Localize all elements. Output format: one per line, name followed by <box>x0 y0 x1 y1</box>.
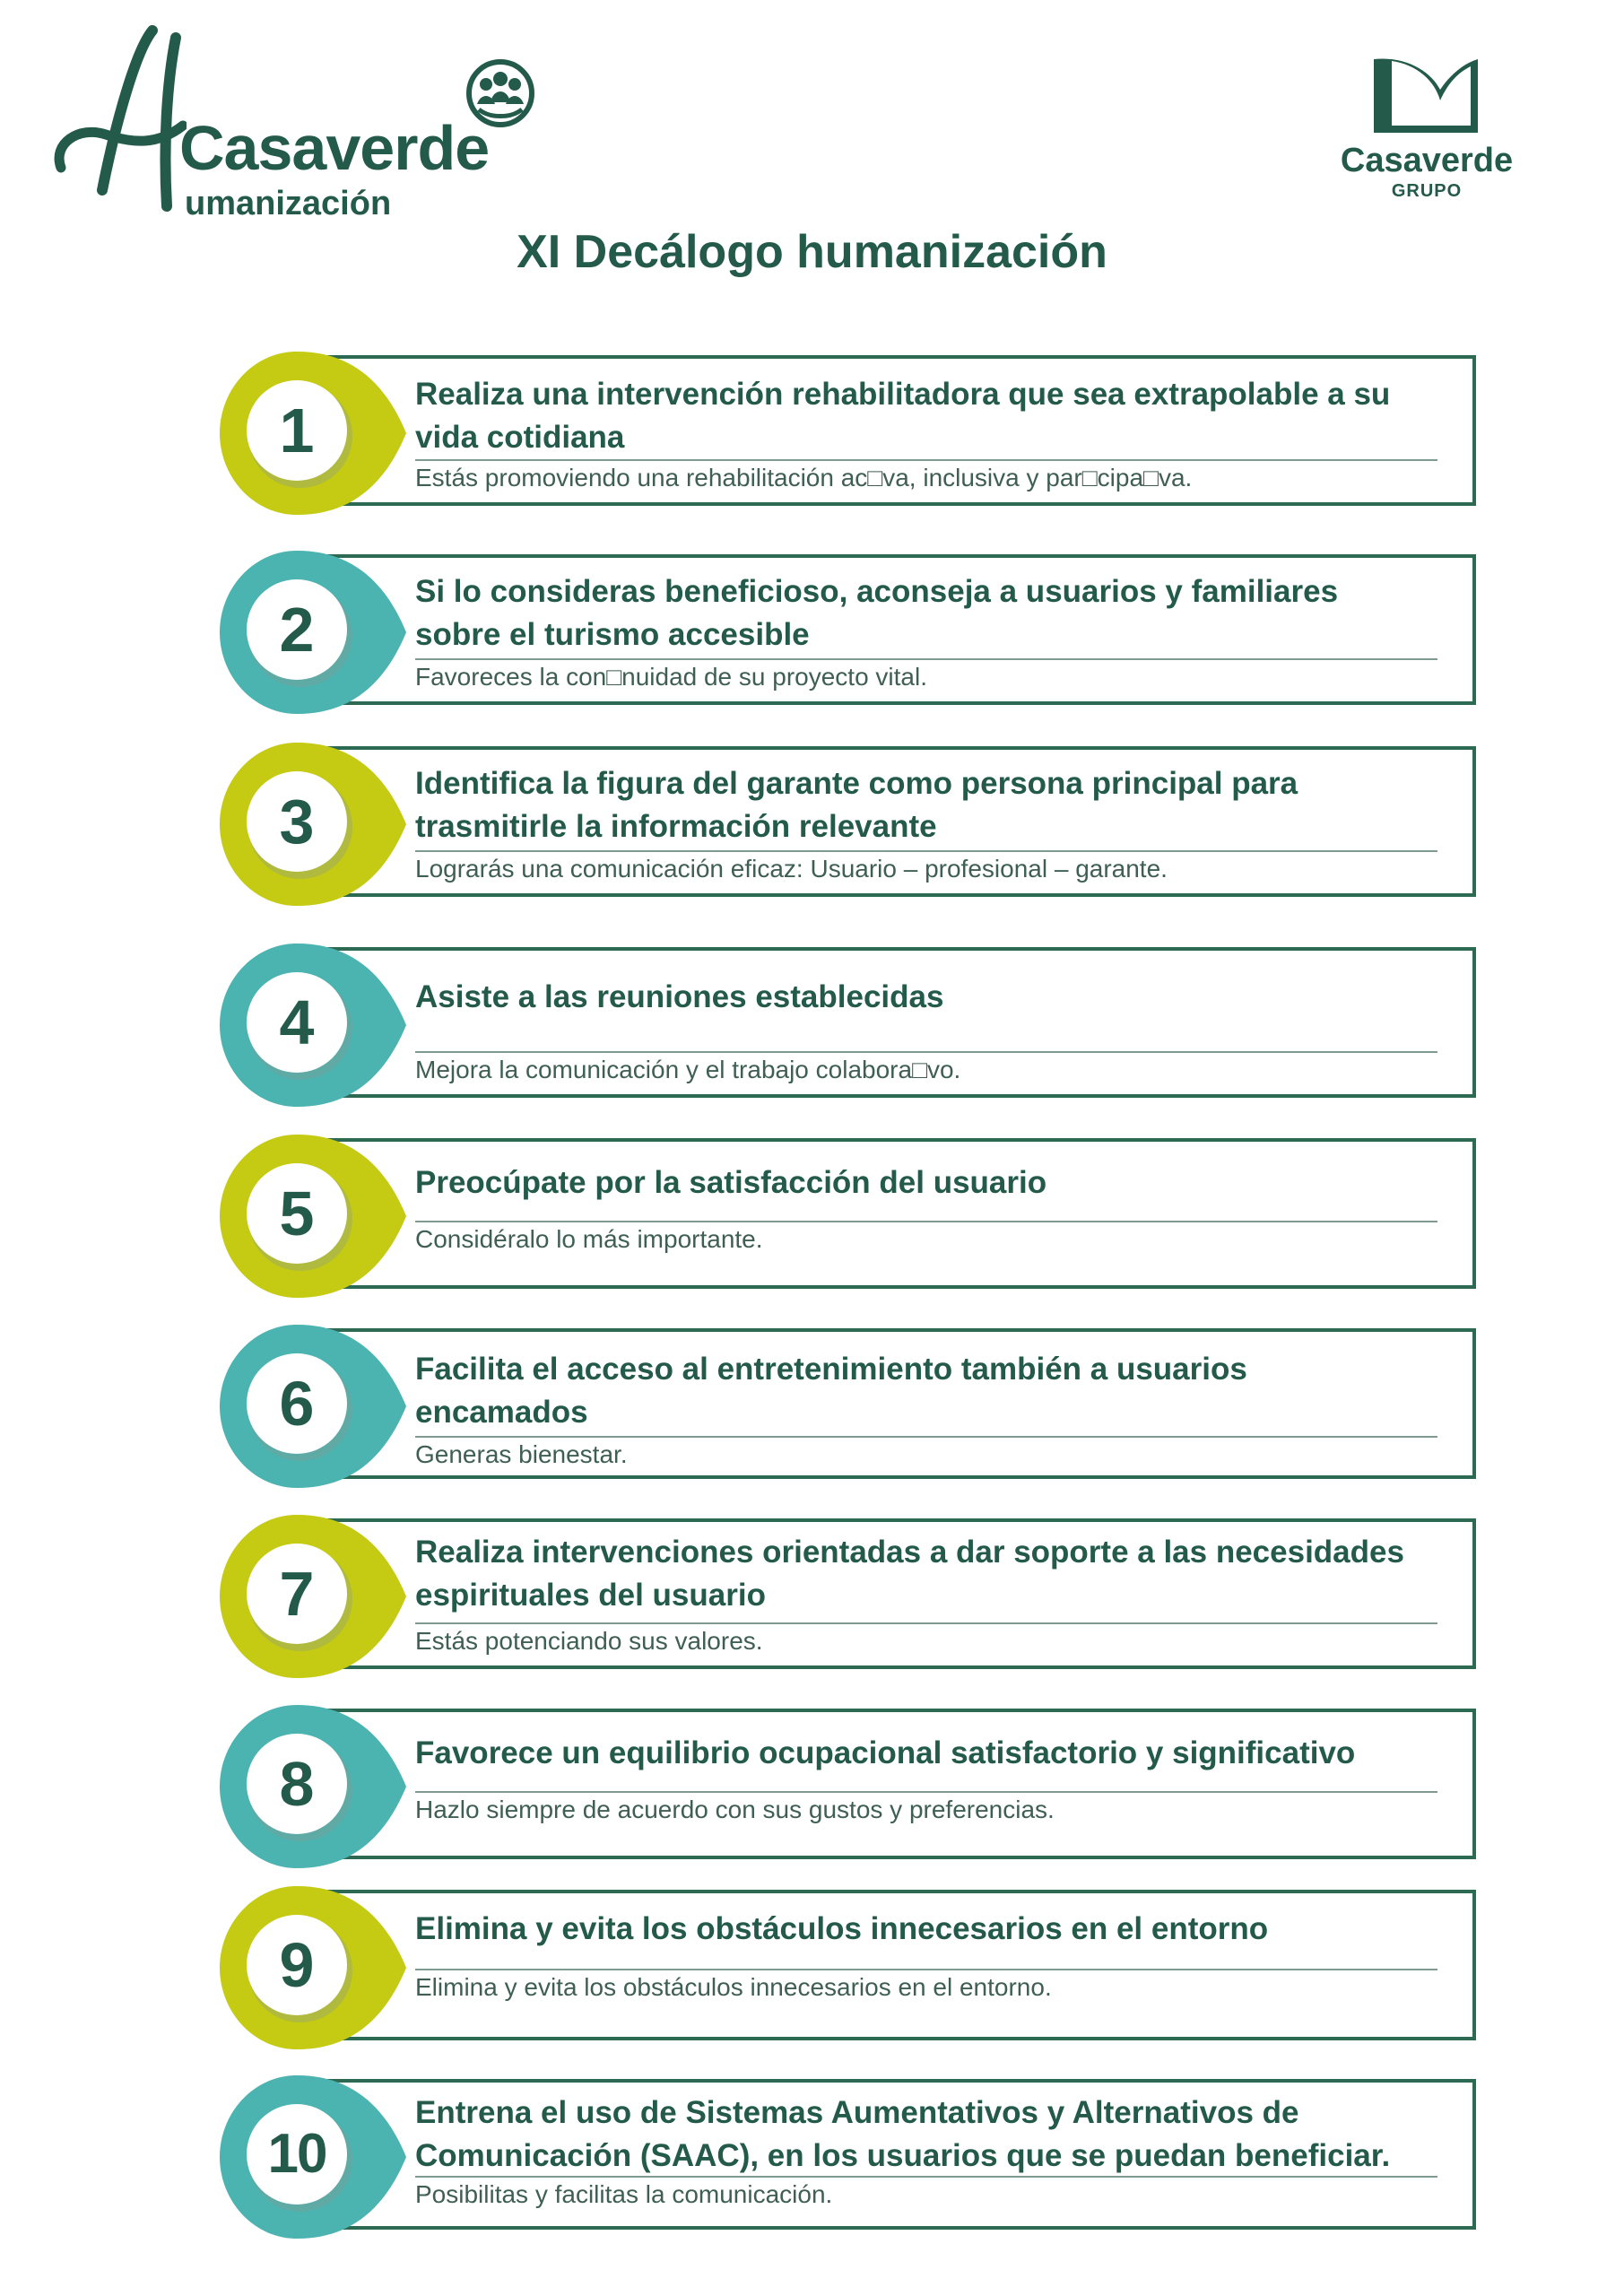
item-description: Estás promoviendo una rehabilitación ac□va, inclusiva y par□cipa□va. <box>415 464 1193 491</box>
item-description: Hazlo siempre de acuerdo con sus gustos y preferencias. <box>415 1796 1055 1823</box>
decalogue-item <box>220 1886 1475 2049</box>
item-number: 10 <box>267 2123 326 2185</box>
item-number: 3 <box>279 787 315 857</box>
item-heading: Realiza intervenciones orientadas a dar soporte a las necesidades espirituales del usuario <box>415 1535 1404 1613</box>
decalogue-item <box>220 551 1475 714</box>
item-divider <box>415 658 1437 660</box>
item-description: Posibilitas y facilitas la comunicación. <box>415 2180 833 2208</box>
item-description: Mejora la comunicación y el trabajo colabora□vo. <box>415 1056 961 1083</box>
item-number: 6 <box>279 1369 315 1439</box>
item-description: Estás potenciando sus valores. <box>415 1627 763 1655</box>
item-description: Elimina y evita los obstáculos innecesarios en el entorno. <box>415 1973 1052 2001</box>
item-divider <box>415 1436 1437 1438</box>
logo-right-sub: GRUPO <box>1391 181 1463 201</box>
logo-left-brand: Casaverde <box>179 113 490 183</box>
book-mark-icon <box>1370 54 1481 136</box>
item-heading: Si lo consideras beneficioso, aconseja a usuarios y familiares sobre el turismo accesible <box>415 574 1339 652</box>
decalogue-item <box>220 1325 1475 1488</box>
item-heading: Preocúpate por la satisfacción del usuario <box>415 1165 1047 1200</box>
decalogue-item <box>220 944 1475 1107</box>
item-heading: Identifica la figura del garante como persona principal para trasmitirle la información relevante <box>415 766 1298 844</box>
item-number: 2 <box>279 595 315 665</box>
logo-right-brand: Casaverde <box>1340 142 1514 179</box>
page-title: XI Decálogo humanización <box>517 226 1107 278</box>
item-heading: Elimina y evita los obstáculos innecesarios en el entorno <box>415 1911 1269 1946</box>
item-heading: Entrena el uso de Sistemas Aumentativos y Alternativos de Comunicación (SAAC), en los usuarios que se puedan beneficiar. <box>415 2095 1391 2173</box>
item-description: Lograrás una comunicación eficaz: Usuario – profesional – garante. <box>415 855 1168 883</box>
item-heading: Favorece un equilibrio ocupacional satisfactorio y significativo <box>415 1735 1356 1770</box>
item-heading: Asiste a las reuniones establecidas <box>415 979 944 1014</box>
item-divider <box>415 1969 1437 1970</box>
item-divider <box>415 1051 1437 1053</box>
item-description: Considéralo lo más importante. <box>415 1225 763 1253</box>
item-divider <box>415 459 1437 461</box>
decalogue-item <box>220 2075 1475 2239</box>
logo-left-sub: umanización <box>185 185 392 222</box>
item-number: 1 <box>279 396 315 465</box>
item-divider <box>415 1622 1437 1624</box>
item-heading: Realiza una intervención rehabilitadora que sea extrapolable a su vida cotidiana <box>415 377 1391 455</box>
people-circle-icon <box>465 57 536 129</box>
item-description: Favoreces la con□nuidad de su proyecto vital. <box>415 663 928 691</box>
item-divider <box>415 2176 1437 2178</box>
casaverde-grupo-logo <box>1333 54 1521 206</box>
item-divider <box>415 1221 1437 1222</box>
item-description: Generas bienestar. <box>415 1440 628 1468</box>
h-initial-icon <box>52 20 187 213</box>
decalogue-item <box>220 743 1475 906</box>
item-number: 8 <box>279 1749 315 1819</box>
decalogue-item <box>220 1135 1475 1298</box>
casaverde-humanizacion-logo <box>52 20 554 226</box>
item-divider <box>415 850 1437 852</box>
decalogue-item <box>220 1705 1475 1868</box>
item-number: 4 <box>279 987 315 1057</box>
item-heading: Facilita el acceso al entretenimiento también a usuarios encamados <box>415 1352 1247 1430</box>
decalogue-item <box>220 352 1475 515</box>
decalogue-item <box>220 1515 1475 1678</box>
item-number: 9 <box>279 1930 315 2000</box>
item-number: 5 <box>279 1178 315 1248</box>
item-number: 7 <box>279 1559 315 1629</box>
item-divider <box>415 1791 1437 1793</box>
